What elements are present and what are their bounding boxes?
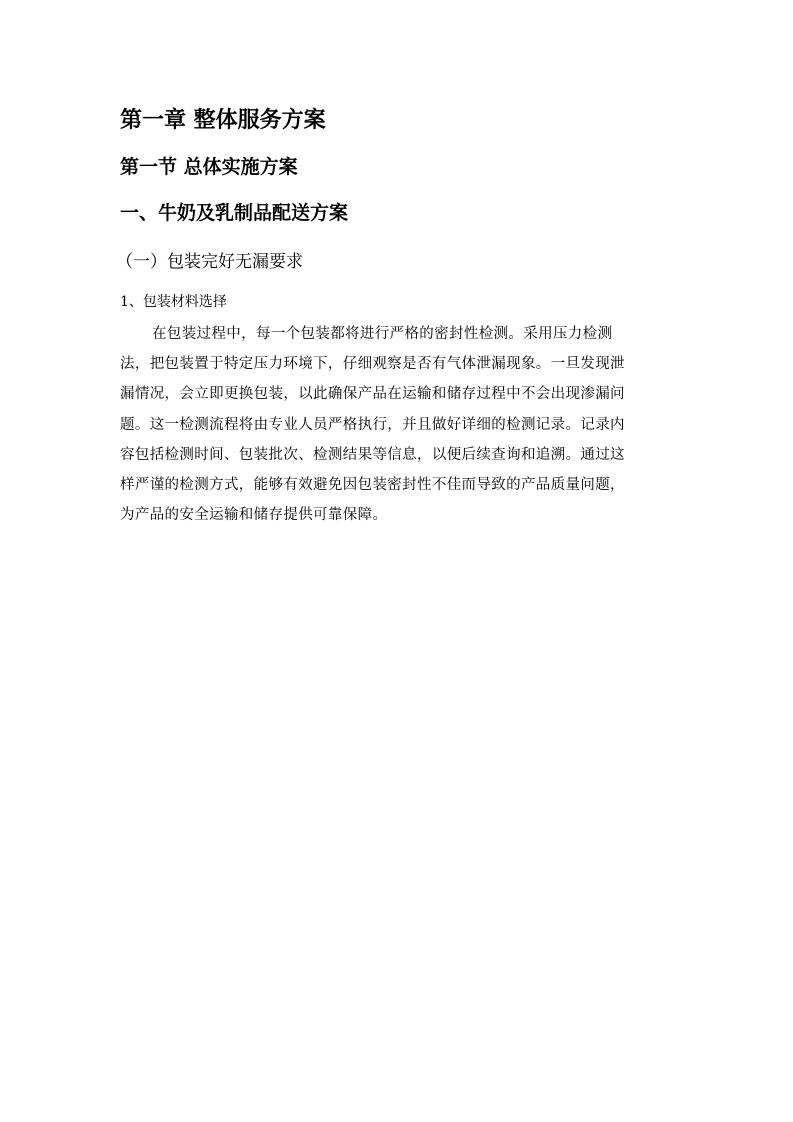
paragraph-line: 在包装过程中，每一个包装都将进行严格的密封性检测。采用压力检测 (152, 326, 613, 342)
item-title: （一）包装完好无漏要求 (116, 252, 303, 272)
body-paragraph (120, 319, 668, 530)
paragraph-line: 漏情况，会立即更换包装，以此确保产品在运输和储存过程中不会出现渗漏问 (120, 386, 625, 403)
chapter-title: 第一章 整体服务方案 (120, 108, 326, 133)
subitem-title: 1、包装材料选择 (120, 294, 227, 310)
paragraph-line: 法，把包装置于特定压力环境下，仔细观察是否有气体泄漏现象。一旦发现泄 (120, 356, 625, 373)
section-title: 第一节 总体实施方案 (120, 156, 298, 178)
paragraph-line: 样严谨的检测方式，能够有效避免因包装密封性不佳而导致的产品质量问题， (120, 477, 625, 494)
paragraph-line: 容包括检测时间、包装批次、检测结果等信息，以便后续查询和追溯。通过这 (120, 446, 625, 463)
paragraph-line: 题。这一检测流程将由专业人员严格执行，并且做好详细的检测记录。记录内 (120, 416, 625, 433)
subsection-title: 一、牛奶及乳制品配送方案 (120, 202, 349, 224)
paragraph-line: 为产品的安全运输和储存提供可靠保障。 (120, 507, 388, 524)
